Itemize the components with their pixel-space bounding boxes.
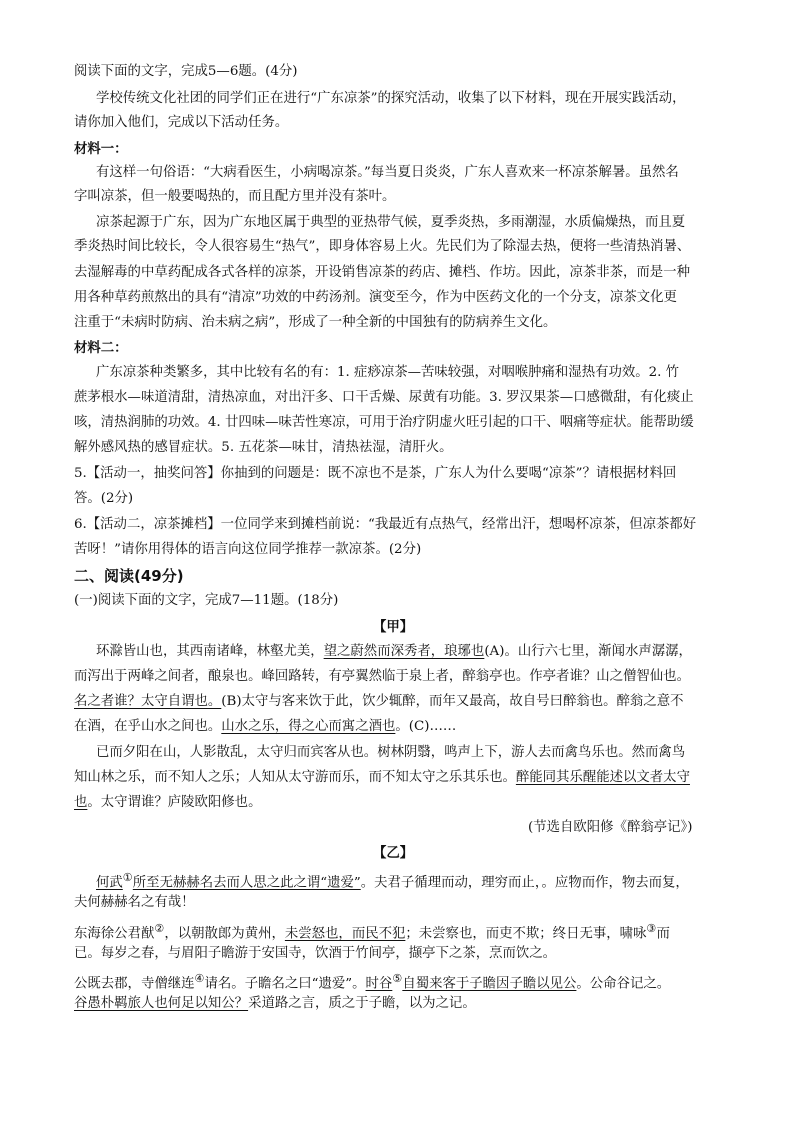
material-2-heading: 材料二： [74,340,128,356]
footnote-mark: ③ [646,922,657,935]
text-jia-line: 已而夕阳在山，人影散乱，太守归而宾客从也。树林阴翳，鸣声上下，游人去而禽鸟乐也。然而禽鸟 [96,745,686,760]
intro-line: 请你加入他们，完成以下活动任务。 [74,115,289,130]
text-yi-line: 夫何赫赫名之有哉！ [74,895,195,910]
underlined-sentence-h: 谷愚朴羁旅人也何足以知公？ [74,996,249,1011]
text-jia-line: 在酒，在乎山水之间也。山水之乐，得之心而寓之酒也。(C)…… [74,719,457,734]
underlined-sentence-a: 望之蔚然而深秀者，琅琊也 [323,644,485,659]
underlined-sentence-d: 醉能同其乐醒能述以文者太守 [515,770,690,785]
text-jia-line: 环滁皆山也，其西南诸峰，林壑尤美，望之蔚然而深秀者，琅琊也(A)。山行六七里，渐闻水声潺潺， [96,644,692,659]
material-1-line: 用各种草药煎熬出的具有“清凉”功效的中药汤剂。演变至今，作为中医药文化的一个分支，凉茶文化更 [74,290,677,305]
text-jia-line: 知山林之乐，而不知人之乐；人知从太守游而乐，而不知太守之乐其乐也。醉能同其乐醒能述以文者太守 [74,770,690,785]
passage-intro: 阅读下面的文字，完成5—6题。(4分) [74,64,298,79]
intro-line: 学校传统文化社团的同学们正在进行“广东凉茶”的探究活动，收集了以下材料，现在开展实践活动， [96,91,686,106]
text-yi-heading: 【乙】 [373,845,414,861]
text-yi-line: 公既去郡，寺僧继连④请名。子瞻名之曰“遗爱”。时谷⑤自蜀来客于子瞻因子瞻以见公。公命谷记之。 [74,972,671,992]
material-1-line: 注重于“未病时防病、治未病之病”，形成了一种全新的中国独有的防病养生文化。 [74,315,557,330]
material-2-line: 解外感风热的感冒症状。5. 五花茶—味甘，清热祛湿，清肝火。 [74,440,453,455]
text-yi-line: 已。每岁之春，与眉阳子瞻游于安国寺，饮酒于竹间亭，撷亭下之茶，烹而饮之。 [74,946,557,961]
material-1-line: 凉茶起源于广东，因为广东地区属于典型的亚热带气候，夏季炎热，多雨潮湿，水质偏燥热，而且夏 [96,215,686,230]
material-1-heading: 材料一： [74,141,128,157]
material-2-line: 广东凉茶种类繁多，其中比较有名的有：1. 症痧凉茶—苦味较强，对咽喉肿痛和湿热有功效。2. 竹 [96,365,680,380]
text-jia-line: 名之者谁？太守自谓也。(B)太守与客来饮于此，饮少辄醉，而年又最高，故自号曰醉翁也。醉翁之意不 [74,694,684,709]
underlined-sentence-e: 所至无赫赫名去而人思之此之谓“遗爱” [132,875,361,891]
text-yi-line: 东海徐公君猷②，以朝散郎为黄州，未尝怒也，而民不犯；未尝察也，而吏不欺；终日无事，啸咏③而 [74,922,670,942]
material-1-line: 季炎热时间比较长，令人很容易生“热气”，即身体容易上火。先民们为了除湿去热，便将一些清热消暑、 [74,239,691,254]
text-jia-source: (节选自欧阳修《醉翁亭记》) [528,820,693,835]
material-2-line: 蔗茅根水—味道清甜，清热凉血，对出汗多、口干舌燥、尿黄有功能。3. 罗汉果茶—口感微甜，有化痰止 [74,390,694,405]
underlined-sentence-f: 未尝怒也，而民不犯 [284,926,406,942]
question-6-cont: 苦呀！”请你用得体的语言向这位同学推荐一款凉茶。(2分) [74,542,422,557]
footnote-mark: ① [122,871,133,884]
text-jia-line: 也。太守谓谁？庐陵欧阳修也。 [74,795,262,810]
question-5-cont: 答。(2分) [74,491,134,506]
material-1-line: 字叫凉茶，但一般要喝热的，而且配方里并没有茶叶。 [74,189,396,204]
material-1-line: 有这样一句俗语：“大病看医生，小病喝凉茶。”每当夏日炎炎，广东人喜欢来一杯凉茶解暑。虽然名 [96,165,679,180]
text-jia-heading: 【甲】 [373,619,414,635]
material-2-line: 咳，清热润肺的功效。4. 廿四味—味苦性寒凉，可用于治疗阴虚火旺引起的口干、咽痛等症状。能帮助缓 [74,415,694,430]
material-1-line: 去湿解毒的中草药配成各式各样的凉茶，开设销售凉茶的药店、摊档、作坊。因此，凉茶非茶，而是一种 [74,265,690,280]
footnote-mark: ② [154,922,165,935]
text-jia-line: 而泻出于两峰之间者，酿泉也。峰回路转，有亭翼然临于泉上者，醉翁亭也。作亭者谁？山之僧智仙也。 [74,669,690,684]
underlined-sentence-c: 山水之乐，得之心而寓之酒也 [221,719,396,734]
footnote-mark: ④ [194,972,205,985]
text-yi-line: 何武①所至无赫赫名去而人思之此之谓“遗爱”。夫君子循理而动，理穷而止，。应物而作，物去而复， [96,871,689,891]
underlined-sentence-g: 自蜀来客于子瞻因子瞻以见公 [402,976,577,992]
section-subtitle: (一)阅读下面的文字，完成7—11题。(18分) [74,593,339,608]
section-title: 二、阅读(49分) [74,567,184,585]
underlined-sentence-b: 名之者谁？太守自谓也。 [74,694,222,709]
question-6: 6.【活动二，凉茶摊档】一位同学来到摊档前说：“我最近有点热气，经常出汗，想喝杯凉茶，但凉茶都好 [74,517,697,532]
footnote-mark: ⑤ [392,972,403,985]
text-yi-line: 谷愚朴羁旅人也何足以知公？采道路之言，质之于子瞻，以为之记。 [74,996,476,1011]
question-5: 5.【活动一，抽奖问答】你抽到的问题是：既不凉也不是茶，广东人为什么要喝“凉茶”？请根据材料回 [74,466,677,481]
